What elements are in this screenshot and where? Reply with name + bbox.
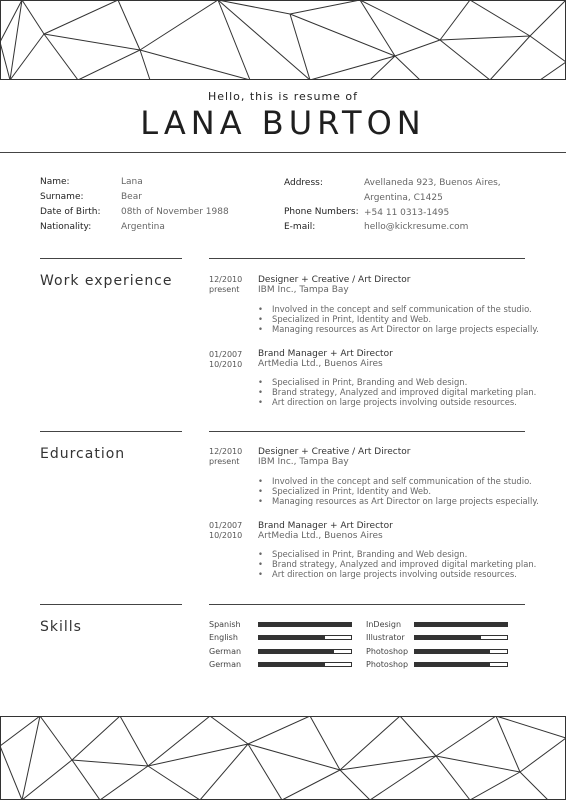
- edu-1-bullets: [258, 476, 539, 506]
- surname-label: Surname:: [40, 192, 84, 202]
- skill-bar: [414, 649, 508, 654]
- name-value: Lana: [121, 177, 143, 187]
- phone-value: +54 11 0313-1495: [364, 208, 450, 218]
- list-item: • Managing resources as Art Director on large projects especially.: [258, 496, 539, 506]
- name-label: Name:: [40, 177, 70, 187]
- work-divider-right: [209, 258, 525, 259]
- list-item: • Art direction on large projects involving outside resources.: [258, 397, 536, 407]
- skills-title: Skills: [40, 619, 82, 635]
- edu-1-role: Designer + Creative / Art Director: [258, 447, 411, 457]
- edu-2-date: [209, 521, 242, 541]
- list-item: • Art direction on large projects involving outside resources.: [258, 569, 536, 579]
- list-item: • Specialized in Print, Identity and Web.: [258, 314, 539, 324]
- work-2-date: [209, 350, 242, 370]
- list-item: • Specialised in Print, Branding and Web design.: [258, 377, 536, 387]
- work-1-date: [209, 275, 242, 295]
- skill-bar-fill: [259, 623, 351, 626]
- list-item: • Involved in the concept and self communication of the studio.: [258, 476, 539, 486]
- work-2-bullets: [258, 377, 536, 407]
- edu-2-company: ArtMedia Ltd., Buenos Aires: [258, 531, 383, 541]
- skill-bar-fill: [415, 650, 490, 653]
- edu-2-date-end: 10/2010: [209, 531, 243, 540]
- geometric-pattern-bottom: [0, 716, 566, 800]
- work-2-role: Brand Manager + Art Director: [258, 349, 393, 359]
- address-label: Address:: [284, 178, 323, 188]
- skill-label: Photoshop: [366, 660, 409, 669]
- edu-2-bullets: [258, 549, 536, 579]
- list-item: • Involved in the concept and self communication of the studio.: [258, 304, 539, 314]
- skill-bar-fill: [415, 623, 507, 626]
- list-item: • Managing resources as Art Director on large projects especially.: [258, 324, 539, 334]
- skill-label: Spanish: [209, 620, 241, 629]
- skill-bar: [258, 662, 352, 667]
- skill-bar-fill: [415, 636, 481, 639]
- edu-1-company: IBM Inc., Tampa Bay: [258, 457, 349, 467]
- edu-2-role: Brand Manager + Art Director: [258, 521, 393, 531]
- dob-label: Date of Birth:: [40, 207, 101, 217]
- top-geometric-banner: [0, 0, 566, 80]
- email-label: E-mail:: [284, 222, 316, 232]
- education-divider-left: [40, 431, 182, 432]
- candidate-name: LANA BURTON: [140, 104, 426, 142]
- skill-label: German: [209, 660, 242, 669]
- skill-bar: [414, 662, 508, 667]
- skill-bar-fill: [259, 636, 325, 639]
- work-1-role: Designer + Creative / Art Director: [258, 275, 411, 285]
- work-1-bullets: [258, 304, 539, 334]
- work-1-date-end: present: [209, 285, 240, 294]
- list-item: • Specialized in Print, Identity and Web.: [258, 486, 539, 496]
- work-2-date-start: 01/2007: [209, 350, 243, 359]
- skill-label: English: [209, 633, 238, 642]
- education-title: Edurcation: [40, 446, 126, 462]
- header-divider: [0, 152, 566, 153]
- work-1-company: IBM Inc., Tampa Bay: [258, 285, 349, 295]
- edu-1-date: [209, 447, 242, 467]
- education-divider-right: [209, 431, 525, 432]
- skill-bar-fill: [259, 650, 334, 653]
- skill-bar: [414, 622, 508, 627]
- skill-label: German: [209, 647, 242, 656]
- skill-bar: [258, 649, 352, 654]
- skill-label: Photoshop: [366, 647, 409, 656]
- work-experience-title: Work experience: [40, 273, 173, 289]
- list-item: • Brand strategy, Analyzed and improved digital marketing plan.: [258, 559, 536, 569]
- list-item: • Specialised in Print, Branding and Web design.: [258, 549, 536, 559]
- skill-label: Illustrator: [366, 633, 405, 642]
- skills-divider-right: [209, 604, 525, 605]
- bottom-geometric-banner: [0, 716, 566, 800]
- edu-2-date-start: 01/2007: [209, 521, 243, 530]
- surname-value: Bear: [121, 192, 142, 202]
- skill-bar: [258, 622, 352, 627]
- skill-bar: [414, 635, 508, 640]
- skill-bar-fill: [415, 663, 490, 666]
- dob-value: 08th of November 1988: [121, 207, 229, 217]
- nationality-value: Argentina: [121, 222, 165, 232]
- skill-bar: [258, 635, 352, 640]
- nationality-label: Nationality:: [40, 222, 92, 232]
- address-line1: Avellaneda 923, Buenos Aires,: [364, 178, 501, 188]
- geometric-pattern-top: [0, 0, 566, 80]
- work-2-date-end: 10/2010: [209, 360, 243, 369]
- skills-divider-left: [40, 604, 182, 605]
- skill-bar-fill: [259, 663, 325, 666]
- work-2-company: ArtMedia Ltd., Buenos Aires: [258, 359, 383, 369]
- greeting-text: Hello, this is resume of: [207, 90, 359, 103]
- work-divider-left: [40, 258, 182, 259]
- phone-label: Phone Numbers:: [284, 207, 359, 217]
- work-1-date-start: 12/2010: [209, 275, 243, 284]
- email-link[interactable]: hello@kickresume.com: [364, 222, 469, 232]
- list-item: • Brand strategy, Analyzed and improved digital marketing plan.: [258, 387, 536, 397]
- skill-label: InDesign: [366, 620, 402, 629]
- edu-1-date-start: 12/2010: [209, 447, 243, 456]
- address-line2: Argentina, C1425: [364, 193, 443, 203]
- edu-1-date-end: present: [209, 457, 240, 466]
